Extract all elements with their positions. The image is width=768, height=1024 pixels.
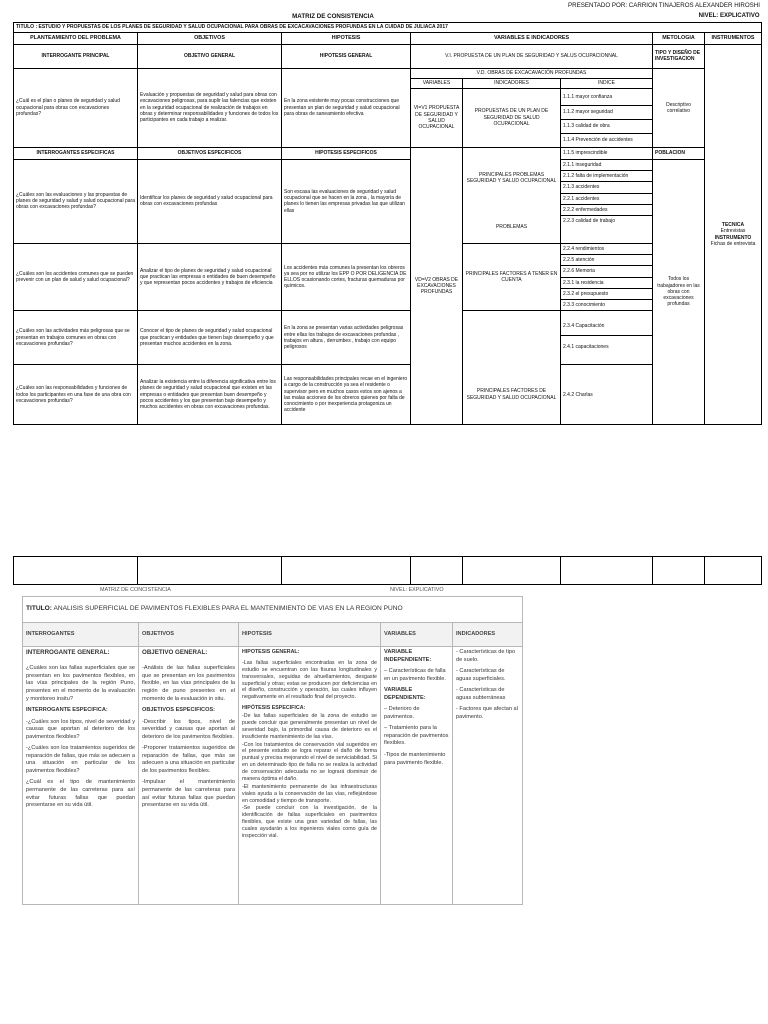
empty-table-strip [13, 556, 762, 585]
presenter-label: PRESENTADO POR: CARRION TINAJEROS ALEXANDER HIROSHI [568, 2, 760, 9]
objetivo-especifico: -Describir los tipos, nivel de severidad y causas que aportan al deterioro de los pavimentos flexibles. [142, 718, 235, 740]
index-item: 1.1.1 mayor confianza [561, 88, 653, 105]
objetivo-especifico: -Proponer tratamientos sugeridos de reparación de fallas, que más se adecuen a una situación en particular de los pavimentos flexibles. [142, 745, 235, 774]
index-item: 1.1.4 Prevención de accidentes [561, 133, 653, 147]
index-item: 2.3.3 conocimiento [563, 302, 605, 308]
level-label: NIVEL: EXPLICATIVO [698, 13, 760, 20]
specific-question: ¿Cuáles son las evaluaciones y las propuestas de planes de seguridad y salud y salud ocupacional para obras con excavaciones profundas? [14, 159, 138, 243]
subheader-hipotesis-general: HIPOTESIS GENERAL [282, 44, 411, 68]
indicator-problemas: PROBLEMAS [495, 224, 528, 231]
specific-question: ¿Cuáles son las responsabilidades y funciones de todos los participantes en una fase de una obra con excavaciones profundas? [14, 365, 138, 425]
specific-objective: Conocer el tipo de planes de seguridad y salud ocupacional que practican y entidades que tienen bajo desempeño y que presentan muchos accidentes en la zona. [138, 311, 282, 365]
specific-question: ¿Cuáles son los accidentes comunes que se pueden prevenir con un plan de salud y salud ocupacional? [14, 243, 138, 311]
subheader-hipotesis-especificos: HIPOTESIS ESPECIFICOS [282, 147, 411, 159]
doc2-header-right: NIVEL: EXPLICATIVO [390, 587, 444, 593]
index-item: 2.3.1 la residencia [561, 278, 652, 289]
tipo-diseno-label: TIPO Y DISEÑO DE INVESTIGACION [653, 44, 705, 68]
index-item: 2.3.2 el presupuesto [561, 289, 652, 300]
subheader-interrogantes-especificas: INTERROGANTES ESPECIFICAS [14, 147, 138, 159]
poblacion-text: Todos los trabajadores en las obras con excavaciones profundas [653, 159, 705, 425]
interrogante-general-label: INTERROGANTE GENERAL: [26, 649, 110, 656]
col-variables: VARIABLES [381, 623, 453, 647]
indicator-v1: PROPUESTAS DE UN PLAN DE SEGURIDAD DE SALUD OCUPACIONAL [463, 88, 561, 147]
general-hypothesis: En la zona existente muy pocas construcciones que presentan un plan de seguridad y salud ocupacional para obras de saneamiento efectiva [282, 68, 411, 147]
col-interrogantes: INTERROGANTES [23, 623, 139, 647]
index-item: 2.2.6 Memoria [561, 266, 652, 277]
hipotesis-cell [239, 647, 381, 905]
specific-objective: Analizar la existencia entre la diferencia significativa entre los planes de seguridad y salud ocupacional que existen en las empresas o entidades que presentan buen desempeño y pocos accidentes y los que presentan bajo desempeño y muchos accidentes en obras con excavaciones profundas. [138, 365, 282, 425]
index-item: 2.1.2 falta de implementación [561, 171, 652, 182]
hipotesis-especifica: -Con los tratamientos de conservación vial sugeridos en el presente estudio se logra reparar el daño de forma puntual y precisa mejorando el nivel de serviciabilidad. Si en un determinado tipo de falla no se realiza la actividad de conservación adecuada no se logrará disminuir de manera óptima el daño. [242, 741, 377, 782]
indicator-item: PRINCIPALES FACTORES DE SEGURIDAD Y SALUD OCUPACIONAL [463, 365, 561, 425]
header-planteamiento: PLANTEAMIENTO DEL PROBLEMA [14, 32, 138, 44]
interrogante-especifica-label: INTERROGANTE ESPECIFICA: [26, 707, 108, 714]
interrogante-especifica: -¿Cuáles son los tipos, nivel de severidad y causas que aportan al deterioro de los pavimentos flexibles? [26, 718, 135, 740]
interrogantes-cell [23, 647, 139, 905]
col-hipotesis: HIPOTESIS [239, 623, 381, 647]
index-item: 2.2.1 accidentes [561, 194, 652, 205]
index-item: 2.2.5 atención [561, 255, 652, 266]
instrumento-value: Fichas de entrevista [710, 240, 756, 247]
index-group-1 [561, 159, 653, 243]
index-group-3 [561, 311, 653, 365]
hipotesis-general-label: HIPOTESIS GENERAL: [242, 649, 300, 655]
poblacion-label: POBLACION [653, 147, 705, 159]
interrogante-especifica: ¿Cuál es el tipo de mantenimiento permanente de las carreteras para así evitar futuras fallas que puedan presentarse en su vida útil. [26, 779, 135, 809]
methodology-value: Descriptivo correlativo [653, 68, 705, 147]
study-title: TITULO : ESTUDIO Y PROPUESTAS DE LOS PLANES DE SEGURIDAD Y SALUD OCUPACIONAL PARA OBRAS DE EXCACAVACIONES PROFUNDAS EN LA CUIDAD DE JULIACA 2017 [14, 22, 762, 32]
specific-hypothesis: Los accidentes más comunes la presentan los obreros ya sea por no utilizar los EPP O POR DELIGENCIA DE ELLOS ocasionando cortes, fracturas quemaduras por químicos. [282, 243, 411, 311]
index-item: 1.1.3 calidad de obra [561, 119, 653, 133]
doc2-title-text: ANALISIS SUPERFICIAL DE PAVIMENTOS FLEXIBLES PARA EL MANTENIMIENTO DE VIAS EN LA REGION PUNO [52, 605, 403, 613]
vh-variables: VARIABLES [411, 78, 463, 88]
index-item: 1.1.5 imprescindible [561, 147, 653, 159]
index-item: 2.2.3 calidad de trabajo [563, 218, 615, 224]
tecnica-value: Entrevistas [720, 228, 746, 235]
variable-dependiente: -Tipos de mantenimiento para pavimento flexible. [384, 752, 446, 766]
subheader-objetivos-especificos: OBJETIVOS ESPECIFICOS [138, 147, 282, 159]
specific-hypothesis: Las responsabilidades principales recae en el ingeniero a cargo de la construcción ya sea el residente o supervisor pero en muchos casos estos son ajenos a las malas acciones de los obreros quienes por falta de conocimiento o por inexperiencia protagoniza un accidente [282, 365, 411, 425]
hipotesis-especifica: -De las fallas superficiales de la zona de estudio se puede concluir que generalmente presentan un nivel de severidad bajo, la primordial causa de deterioro es el insuficiente mantenimiento de las vías. [242, 713, 377, 740]
vh-indicadores: INDICADORES [463, 78, 561, 88]
vh-indice: INDICE [561, 78, 653, 88]
indicator-item [463, 311, 561, 365]
indicator-item: PRINCIPALES FACTORES A TENER EN CUENTA [463, 243, 561, 311]
specific-hypothesis: Son escasa las evaluaciones de seguridad y salud ocupacional que se hacen en la zona , la mayoría de planes lo tienen las empresas privadas las que utilizan ellas [282, 159, 411, 243]
variables-cell [381, 647, 453, 905]
objetivos-especificos-label: OBJETIVOS ESPECIFICOS: [142, 707, 216, 714]
index-item: 2.1.3 accidentes [561, 182, 652, 193]
doc2-title-label: TITULO: [26, 605, 53, 613]
indicator-item [463, 147, 561, 159]
indicador-item: - Características de aguas superficiales. [456, 668, 506, 682]
indicator-item [463, 159, 561, 243]
index-item: 2.4.2 Charlas [561, 365, 653, 425]
header-variables: VARIABLES E INDICADORES [411, 32, 653, 44]
header-objetivos: OBJETIVOS [138, 32, 282, 44]
objetivo-general-label: OBJETIVO GENERAL: [142, 649, 208, 656]
index-item: 2.2.4 rendimientos [561, 244, 652, 255]
consistency-matrix-table [13, 12, 762, 425]
index-item: 2.1.1 inseguridad [561, 160, 652, 171]
index-item: 2.3.4 Capacitación [561, 317, 652, 336]
doc2-title-row [23, 597, 523, 623]
variable-dependiente-label: VARIABLE DEPENDIENTE: [384, 687, 426, 701]
specific-objective: Identificar los planes de seguridad y salud ocupacional para obras con excavaciones profundas [138, 159, 282, 243]
vd-label: V.D. OBRAS DE EXCACAVACIÓN PROFUNDAS [411, 68, 653, 78]
indicador-item: - Características de tipo de suelo. [456, 649, 516, 663]
objetivos-cell [139, 647, 239, 905]
indicador-item: - Factores que afectan al pavimento. [456, 706, 518, 720]
pavement-matrix-table [22, 596, 523, 905]
indicator-principales-problemas: PRINCIPALES PROBLEMAS SEGURIDAD Y SALUD OCUPACIONAL [466, 171, 557, 184]
instrumento-label: INSTRUMENTO [714, 234, 752, 241]
specific-hypothesis: En la zona se presentan varias actividades peligrosas entre ellas los trabajos de excavaciones profundas , trabajos en altura , derrumbes , trabajo con equipo peligrosos [282, 311, 411, 365]
variable-independiente-label: VARIABLE INDEPENDIENTE: [384, 649, 432, 663]
header-instrumentos: INSTRUMENTOS [705, 32, 762, 44]
col-objetivos: OBJETIVOS [139, 623, 239, 647]
index-item: 1.1.2 mayor seguridad [561, 105, 653, 119]
indicadores-cell [453, 647, 523, 905]
general-objective: Evaluación y propuestas de seguridad y salud para obras con excavaciones peligrosas, para suplir las falencias que existen en la seguridad ocupacional de realización de trabajos en obras y determinar responsabilidades y funciones de todos los participantes en cada trabajo a realizar. [138, 68, 282, 147]
variable-dependiente: – Tratamiento para la reparación de pavimentos flexibles. [384, 725, 449, 747]
subheader-interrogante-principal: INTERROGANTE PRINCIPAL [14, 44, 138, 68]
indicador-item: - Características de aguas subterráneas [456, 687, 506, 701]
col-indicadores: INDICADORES [453, 623, 523, 647]
doc2-header-left: MATRIZ DE CONCISTENCIA [100, 587, 171, 593]
instrumentos-cell [705, 44, 762, 425]
index-item: 2.4.1 capacitaciones [563, 344, 609, 351]
hipotesis-especifica: -El mantenimiento permanente de las infraestructuras viales ayuda a la conservación de las vías, reflejándose en comodidad y tiempo de transporte. [242, 783, 377, 804]
hipotesis-general: -Las fallas superficiales encontradas en la zona de estudio se encuentran con las fisuras longitudinales y transversales, seguidas de ahuellamientos, desgaste superficial y otras; estas se producen por deficiencias en el diseño, construcción y operación, las cuales influyen negativamente en el resultado final del proyecto. [242, 659, 377, 701]
general-question: ¿Cuál es el plan o planes de seguridad y salud ocupacional para obras con excavaciones profundas? [14, 68, 138, 147]
matrix-title: MATRIZ DE CONSISTENCIA [292, 13, 374, 20]
vi-label: V.I. PROPUESTA DE UN PLAN DE SEGURIDAD Y SALUS OCUPACIONNAL [411, 44, 653, 68]
index-group-2 [561, 243, 653, 311]
specific-objective: Analizar el tipo de planes de seguridad y salud ocupacional que practican las empresas o entidades de buen desempeño y que representan pocos accidentes y trabajos de eficiencia [138, 243, 282, 311]
hipotesis-especifica-label: HIPÓTESIS ESPECIFICA: [242, 705, 306, 712]
header-metologia: METOLOGIA [653, 32, 705, 44]
hipotesis-especifica: -Se puede concluir con la investigación, de la identificación de fallas superficiales en pavimentos flexibles, que existe una gran variedad de fallas, las cuales ayudarán a los ingenieros viales como guía de inspección vial. [242, 805, 377, 839]
variable-independiente: – Características de falla en un pavimento flexible. [384, 668, 446, 682]
tecnica-label: TECNICA [721, 222, 745, 228]
specific-question: ¿Cuáles son las actividades más peligrosas que se presentan en trabajos comunes en obras con excavaciones profundas? [14, 311, 138, 365]
variable-v2: VD=V2 OBRAS DE EXCAVACIONES PROFUNDAS [411, 147, 463, 425]
index-item: 2.2.2 enfermedades [561, 205, 652, 216]
objetivo-general: -Análisis de las fallas superficiales que se presentan en los pavimentos flexible, en las vías principales de la región de puno presentes en el momento de la evaluación in situ. [142, 665, 235, 702]
variable-v1: VI=V1 PROPUESTA DE SEGURIDAD Y SALUD OCUPACIONAL [411, 88, 463, 147]
objetivo-especifico: -Impulsar el mantenimiento permanente de las carreteras para así evitar futuras fallas que puedan presentarse en su vida útil. [142, 779, 235, 809]
interrogante-general: ¿Cuáles son las fallas superficiales que se presentan en los pavimentos flexibles, en las vías principales de la región Puno, presentes en el momento de la evaluación y monitoreo insitu? [26, 665, 135, 702]
subheader-objetivo-general: OBJETIVO GENERAL [138, 44, 282, 68]
header-hipotesis: HIPOTESIS [282, 32, 411, 44]
interrogante-especifica: -¿Cuáles son los tratamientos sugeridos de reparación de fallas, que más se adecuen a una situación en particular de los pavimentos flexibles? [26, 745, 135, 774]
variable-dependiente: – Deterioro de pavimentos. [384, 706, 420, 720]
